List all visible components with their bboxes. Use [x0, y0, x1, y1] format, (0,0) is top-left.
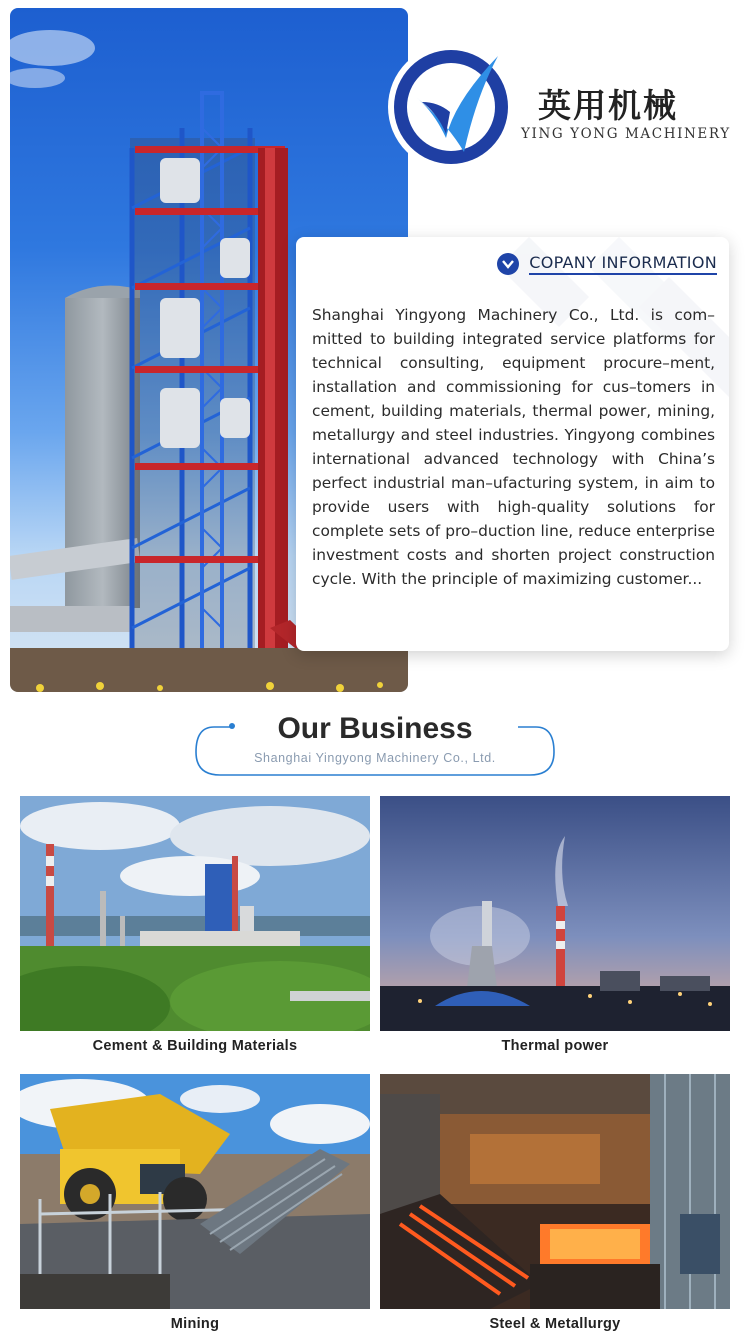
brand-name-english: YING YONG MACHINERY	[521, 126, 731, 142]
business-tile-mining[interactable]	[20, 1074, 370, 1309]
chevron-down-circle-icon	[497, 253, 519, 275]
business-tile-steel-metallurgy[interactable]	[380, 1074, 730, 1309]
company-info-card	[296, 237, 729, 651]
mining-truck-image	[20, 1074, 370, 1309]
our-business-title: Our Business	[277, 712, 473, 745]
company-info-text: Shanghai Yingyong Machinery Co., Ltd. is com–mitted to building integrated service platforms for technical consulting, equipment procure–ment, installation and commissioning for cus–tomers in cement, building materials, thermal power, mining, metallurgy and steel industries. Yingyong combines international advanced technology with China’s perfect industrial man–ufacturing system, in aim to provide users with high-quality solutions for complete sets of pro–duction line, reduce enterprise investment costs and shorten project construction cycle. With the principle of maximizing customer...	[312, 306, 715, 588]
business-label-thermal-power: Thermal power	[501, 1038, 609, 1054]
business-tile-cement[interactable]	[20, 796, 370, 1031]
yy-swoosh-logo-icon	[386, 42, 516, 172]
business-label-cement: Cement & Building Materials	[92, 1038, 298, 1054]
cement-plant-image	[20, 796, 370, 1031]
business-tile-thermal-power[interactable]	[380, 796, 730, 1031]
our-business-subtitle: Shanghai Yingyong Machinery Co., Ltd.	[254, 751, 496, 765]
brand-name-chinese: 英用机械	[538, 86, 678, 125]
our-business-header	[194, 712, 556, 778]
business-label-steel-metallurgy: Steel & Metallurgy	[489, 1316, 621, 1332]
business-label-mining: Mining	[170, 1316, 220, 1332]
thermal-power-plant-image	[380, 796, 730, 1031]
steel-mill-image	[380, 1074, 730, 1309]
company-info-header	[497, 253, 717, 275]
company-info-title: COPANY INFORMATION	[529, 253, 717, 275]
